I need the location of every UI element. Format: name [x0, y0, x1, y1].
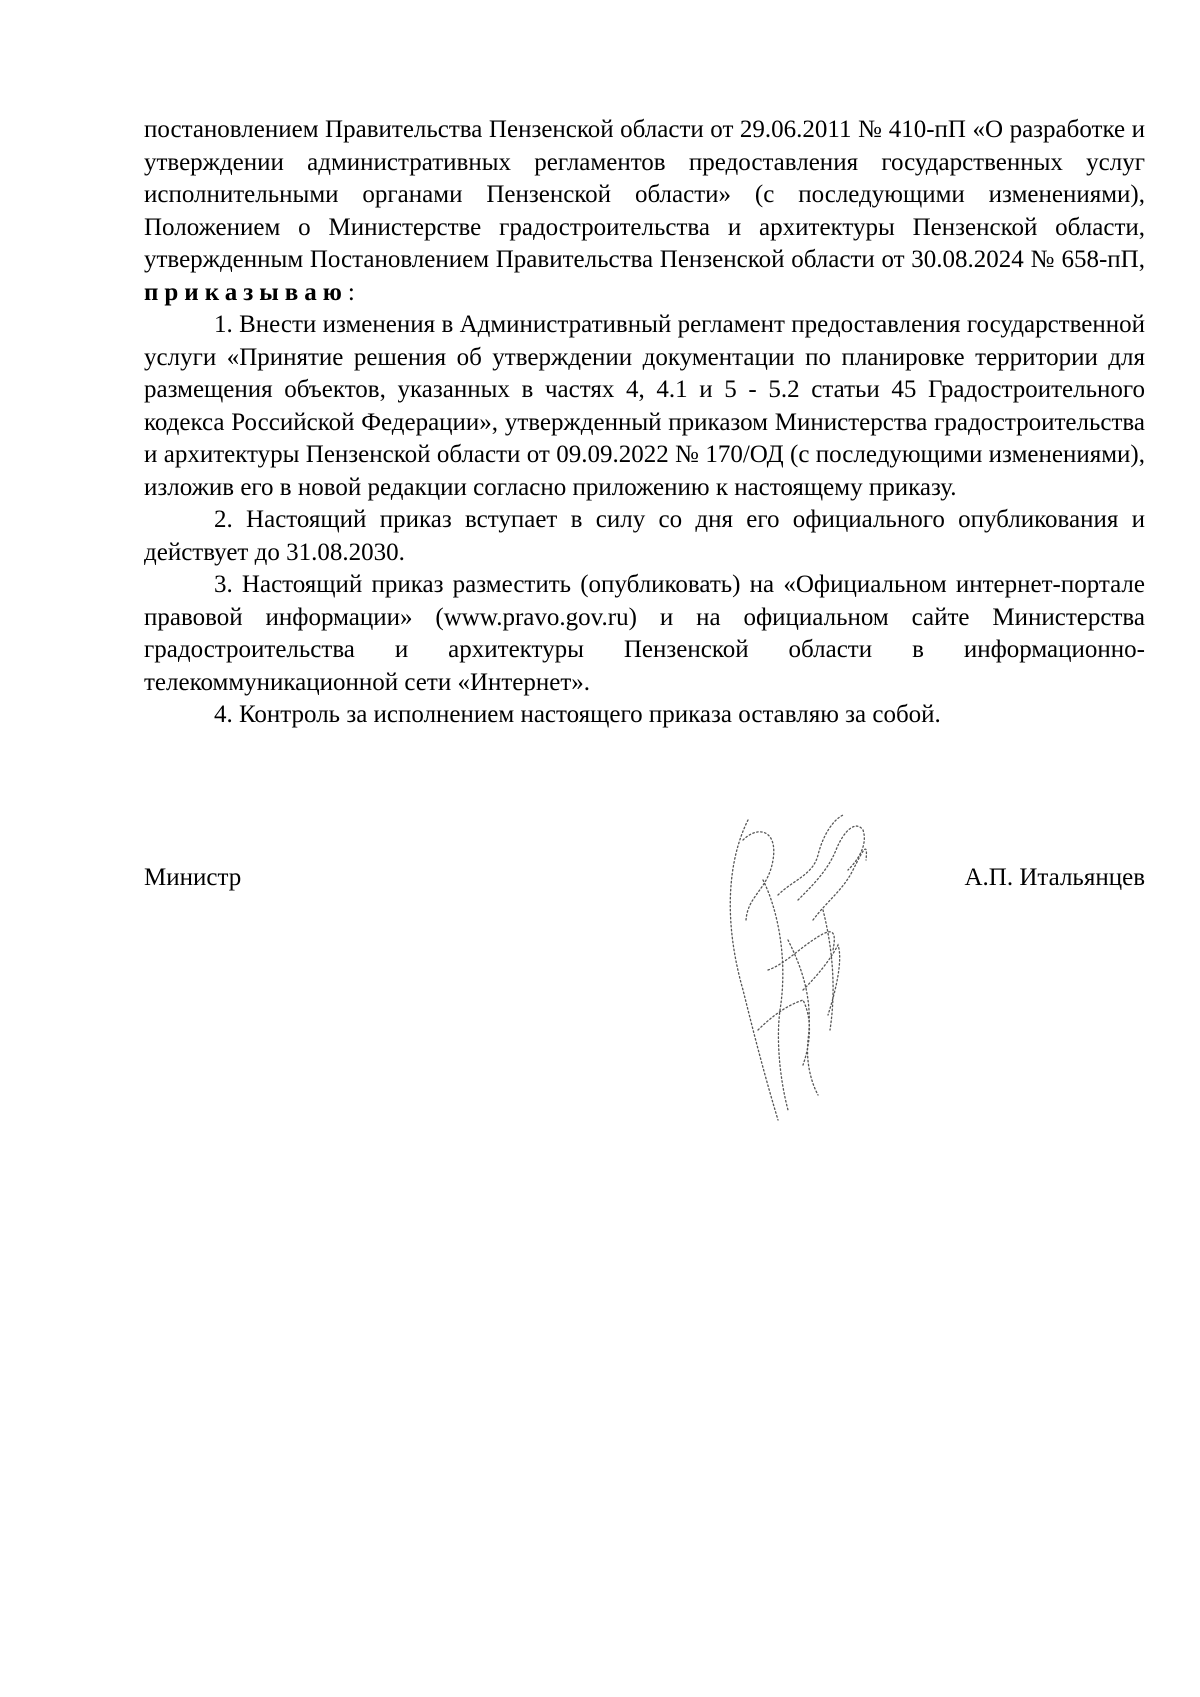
order-item-3: 3. Настоящий приказ разместить (опубликовать) на «Официальном интернет-портале правовой информации» (www.pravo.gov.ru) и на официальном сайте Министерства градостроительства и архитектуры Пензенской области в информационно-телекоммуникационной сети «Интернет». — [144, 571, 1145, 696]
order-item-1: 1. Внести изменения в Административный регламент предоставления государственной услуги «Принятие решения об утверждении документации по планировке территории для размещения объектов, указанных в частях 4, 4.1 и 5 - 5.2 статьи 45 Градостроительного кодекса Российской Федерации», утвержденный приказом Министерства градостроительства и архитектуры Пензенской области от 09.09.2022 № 170/ОД (с последующими изменениями), изложив его в новой редакции согласно приложению к настоящему приказу. — [144, 311, 1145, 501]
signatory-name: А.П. Итальянцев — [964, 864, 1145, 891]
order-item-4: 4. Контроль за исполнением настоящего приказа оставляю за собой. — [214, 701, 941, 728]
preamble-text: постановлением Правительства Пензенской области от 29.06.2011 № 410-пП «О разработке и утверждении административных регламентов предоставления государственных услуг исполнительными органами Пензенской области» (с последующими изменениями), Положением о Министерстве градостроительства и архитектуры Пензенской области, утвержденным Постановлением Правительства Пензенской области от 30.08.2024 № 658-пП, — [144, 116, 1145, 273]
handwritten-signature — [718, 800, 878, 1130]
preamble-paragraph — [144, 114, 1145, 309]
order-keyword: приказываю — [144, 278, 348, 306]
preamble-colon: : — [347, 278, 355, 306]
order-item-2: 2. Настоящий приказ вступает в силу со дня его официального опубликования и действует до 31.08.2030. — [144, 506, 1145, 566]
signatory-position: Министр — [144, 864, 242, 891]
document-body — [144, 114, 1145, 732]
